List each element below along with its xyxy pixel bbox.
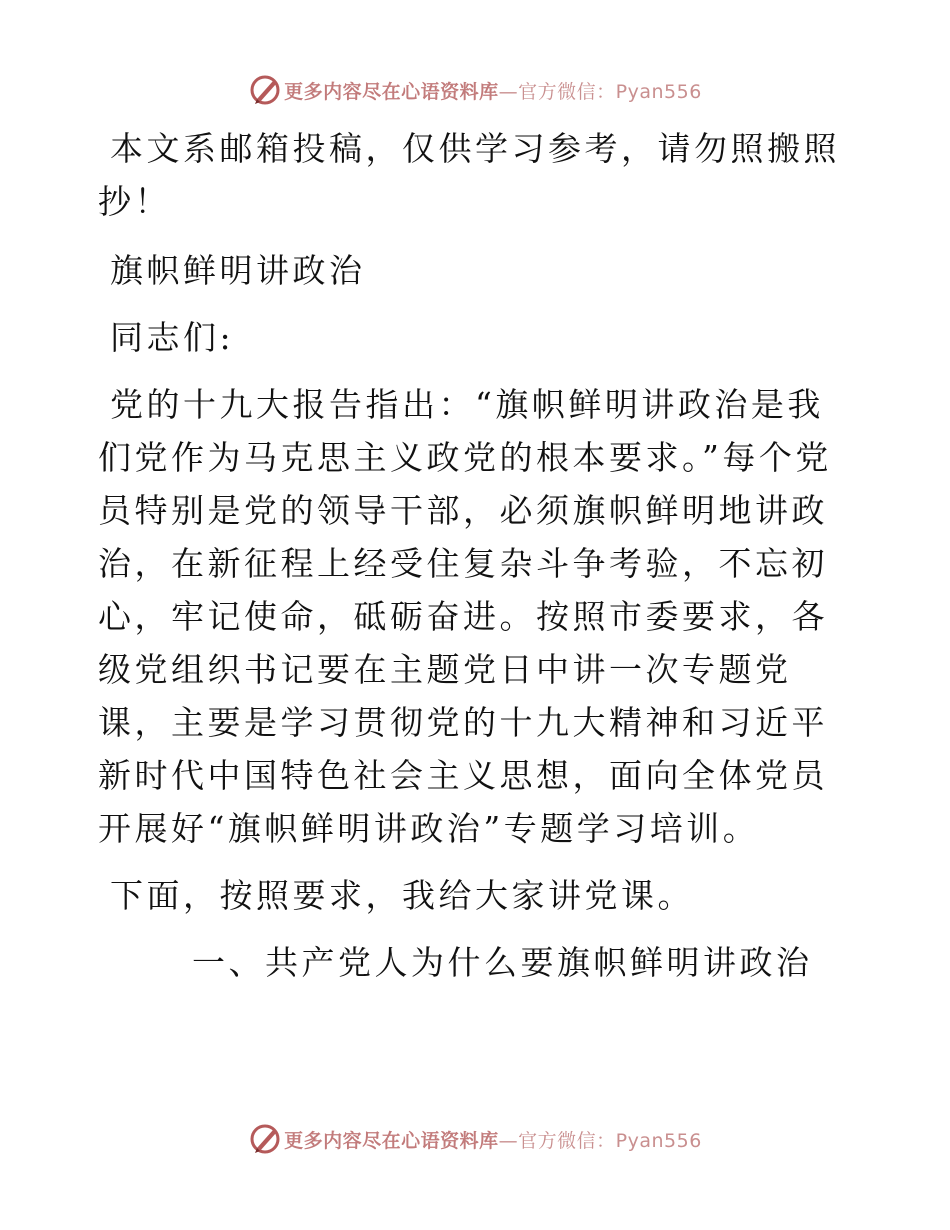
footer-watermark [0,1119,950,1159]
disclaimer-paragraph: 本文系邮箱投稿，仅供学习参考，请勿照搬照抄！ [98,129,840,221]
document-body [98,122,858,1003]
section-heading: 一、共产党人为什么要旗帜鲜明讲政治 [192,943,813,982]
watermark-text: 更多内容尽在心语资料库—官方微信：Pyan556 [284,1129,702,1152]
pen-logo-icon [248,73,282,107]
intro-paragraph: 党的十九大报告指出：“旗帜鲜明讲政治是我们党作为马克思主义政党的根本要求。”每个党员特别是党的领导干部，必须旗帜鲜明地讲政治，在新征程上经受住复杂斗争考验，不忘初心，牢记使命，砥砺奋进。按照市委要求，各级党组织书记要在主题党日中讲一次专题党课，主要是学习贯彻党的十九大精神和习近平新时代中国特色社会主义思想，面向全体党员开展好“旗帜鲜明讲政治”专题学习培训。 [98,385,832,848]
watermark-text: 更多内容尽在心语资料库—官方微信：Pyan556 [284,80,702,103]
pen-logo-icon [248,1122,282,1156]
header-watermark [0,70,950,110]
document-title: 旗帜鲜明讲政治 [110,251,366,290]
salutation: 同志们: [110,318,235,357]
transition-paragraph: 下面，按照要求，我给大家讲党课。 [110,876,694,915]
